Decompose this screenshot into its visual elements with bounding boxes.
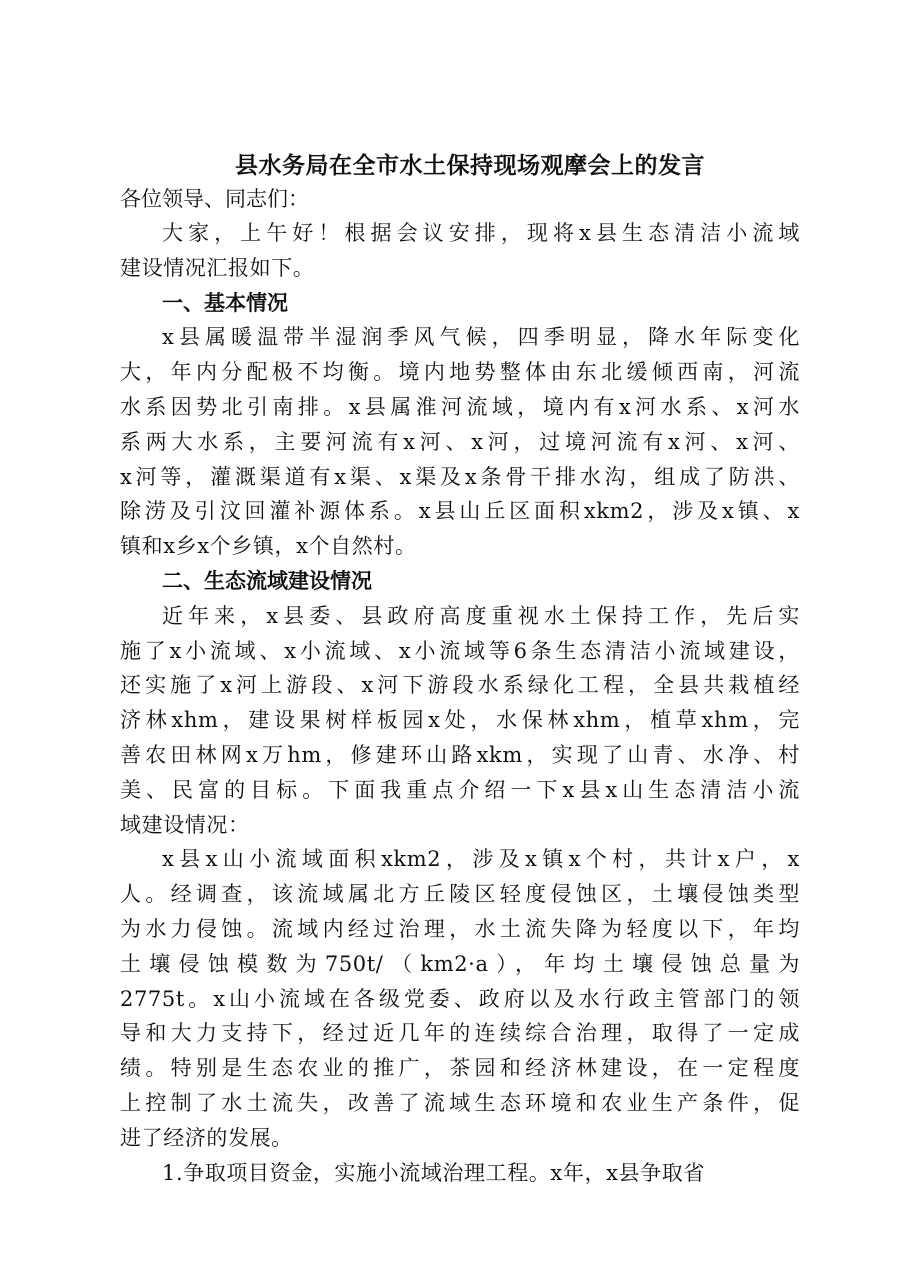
paragraph-line: 导和大力支持下，经过近几年的连续综合治理，取得了一定成	[120, 1021, 800, 1046]
section-heading: 一、基本情况	[162, 290, 288, 315]
paragraph-line: 进了经济的发展。	[120, 1125, 293, 1150]
section-heading: 二、生态流域建设情况	[162, 568, 372, 593]
paragraph-line: 还实施了x河上游段、x河下游段水系绿化工程，全县共栽植经	[120, 673, 800, 698]
paragraph-line: 美、民富的目标。下面我重点介绍一下x县x山生态清洁小流	[120, 777, 800, 802]
paragraph-line: 大，年内分配极不均衡。境内地势整体由东北缓倾西南，河流	[120, 360, 800, 385]
paragraph-line: x河等，灌溉渠道有x渠、x渠及x条骨干排水沟，组成了防洪、	[120, 464, 800, 489]
body-paragraph	[120, 216, 800, 286]
body-paragraph	[120, 599, 800, 843]
paragraph-line: 善农田林网x万hm，修建环山路xkm，实现了山青、水净、村	[120, 742, 800, 767]
paragraph-line: 施了x小流域、x小流域、x小流域等6条生态清洁小流域建设，	[120, 638, 800, 663]
paragraph-line: 除涝及引汶回灌补源体系。x县山丘区面积xkm2，涉及x镇、x	[120, 499, 800, 524]
paragraph-line: x县属暖温带半湿润季风气候，四季明显，降水年际变化	[162, 325, 800, 350]
body-paragraph	[120, 842, 800, 1155]
paragraph-line: 系两大水系，主要河流有x河、x河，过境河流有x河、x河、	[120, 429, 800, 454]
paragraph-line: 济林xhm，建设果树样板园x处，水保林xhm，植草xhm，完	[120, 708, 800, 733]
paragraph-line: 水系因势北引南排。x县属淮河流域，境内有x河水系、x河水	[120, 394, 800, 419]
paragraph-line: 建设情况汇报如下。	[120, 255, 315, 280]
paragraph-line: 上控制了水土流失，改善了流域生态环境和农业生产条件，促	[120, 1090, 800, 1115]
document-title: 县水务局在全市水土保持现场观摩会上的发言	[235, 152, 705, 179]
paragraph-line: 土壤侵蚀模数为750t/（km2·a），年均土壤侵蚀总量为	[120, 951, 800, 976]
paragraph-line: 1.争取项目资金，实施小流域治理工程。x年，x县争取省	[162, 1160, 705, 1185]
paragraph-line: 人。经调查，该流域属北方丘陵区轻度侵蚀区，土壤侵蚀类型	[120, 882, 800, 907]
paragraph-line: 为水力侵蚀。流域内经过治理，水土流失降为轻度以下，年均	[120, 916, 800, 941]
paragraph-line: 大家，上午好！根据会议安排，现将x县生态清洁小流域	[162, 221, 800, 245]
body-paragraph	[120, 1156, 800, 1191]
paragraph-line: 镇和x乡x个乡镇，x个自然村。	[120, 534, 417, 559]
document-page	[120, 150, 800, 1190]
document-body	[120, 216, 800, 1190]
paragraph-line: 2775t。x山小流域在各级党委、政府以及水行政主管部门的领	[120, 986, 800, 1011]
paragraph-line: x县x山小流域面积xkm2，涉及x镇x个村，共计x户，x	[162, 847, 800, 872]
paragraph-line: 近年来，x县委、县政府高度重视水土保持工作，先后实	[162, 603, 800, 628]
body-paragraph	[120, 320, 800, 564]
paragraph-line: 域建设情况：	[120, 812, 250, 837]
paragraph-line: 绩。特别是生态农业的推广，茶园和经济林建设，在一定程度	[120, 1056, 800, 1081]
salutation: 各位领导、同志们：	[120, 187, 309, 211]
